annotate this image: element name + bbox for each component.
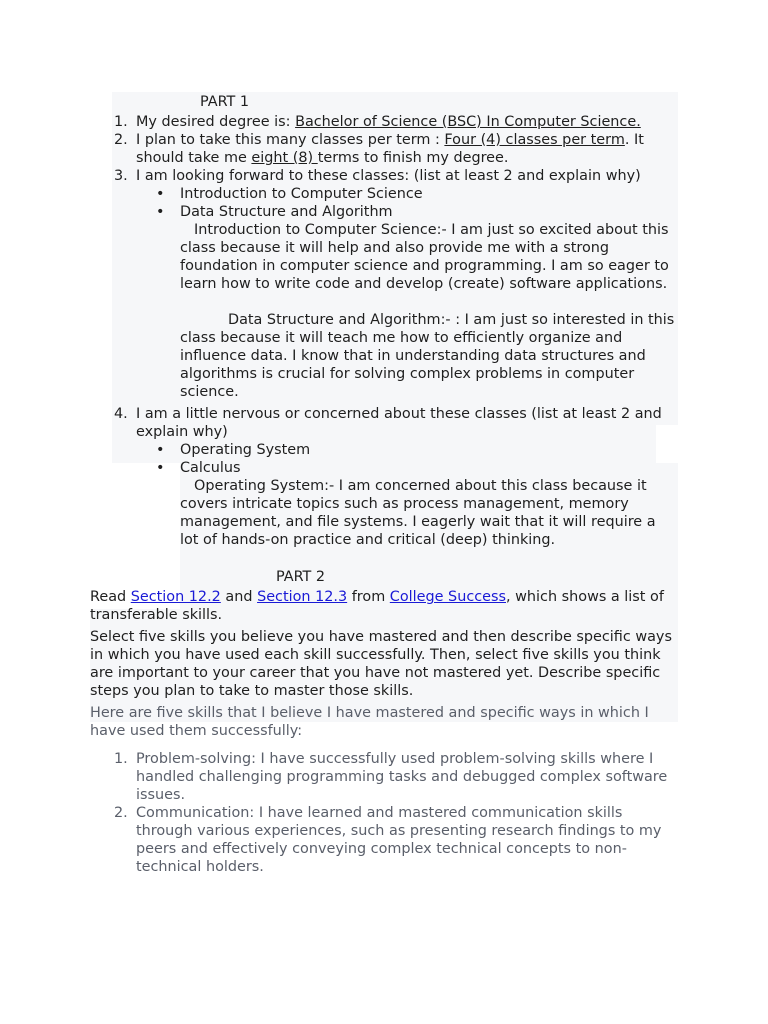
list-item-text: I am a little nervous or concerned about these classes (list at least 2 and explain why) [136, 406, 662, 440]
document-body [90, 92, 678, 876]
bullet-icon: • [156, 186, 165, 202]
list-item [90, 167, 678, 185]
list-item: 2. I plan to take this many classes per term : Four (4) classes per term. It should take me eight (8) terms to finish my degree. [114, 132, 644, 166]
skills-list [90, 750, 678, 876]
looking-forward-bullets [90, 185, 678, 221]
paragraph: Introduction to Computer Science:- I am just so excited about this class because it will help and also provide me with a strong foundation in computer science and programming. I am so eager to learn how to write code and develop (create) software applications. [180, 222, 669, 292]
degree-text-rest: of Science (BSC) In Computer Science. [358, 114, 641, 130]
list-number: 2. [114, 132, 128, 148]
bullet-icon: • [156, 204, 165, 220]
bullet-item: • Introduction to Computer Science [156, 186, 423, 202]
bullet-icon: • [156, 460, 165, 476]
list-number: 3. [114, 168, 128, 184]
paragraph: Operating System:- I am concerned about this class because it covers intricate topics such as process management, memory management, and file systems. I eagerly wait that it will require a lot of hands-on practice and critical (deep) thinking. [180, 478, 656, 548]
part1-list [90, 113, 678, 185]
list-item: 1. Problem-solving: I have successfully used problem-solving skills where I handled challenging programming tasks and debugged complex software issues. [114, 751, 668, 803]
spacer [90, 293, 678, 311]
list-item: 2. Communication: I have learned and mastered communication skills through various experiences, such as presenting research findings to my peers and effectively conveying complex technical concepts to non-technical holders. [114, 805, 662, 875]
bullet-icon: • [156, 442, 165, 458]
list-number: 4. [114, 406, 128, 422]
part2-heading: PART 2 [276, 569, 326, 585]
spacer [90, 549, 678, 567]
paragraph: Data Structure and Algorithm:- : I am just so interested in this class because it will teach me how to efficiently organize and influence data. I know that in understanding data structures and algorithms is crucial for solving complex problems in computer science. [180, 312, 675, 400]
terms-count: eight (8) [251, 150, 318, 166]
college-success-link[interactable]: College Success [389, 589, 506, 605]
reading-instructions: Read Section 12.2 and Section 12.3 from College Success, which shows a list of transferable skills. [90, 589, 664, 623]
concern-bullets [90, 441, 678, 477]
list-number: 1. [114, 751, 128, 767]
list-number: 2. [114, 805, 128, 821]
list-number: 1. [114, 114, 128, 130]
part1-heading: PART 1 [200, 94, 250, 110]
list-item-text: I am looking forward to these classes: (list at least 2 and explain why) [136, 168, 641, 184]
skills-instructions: Select five skills you believe you have mastered and then describe specific ways in which you have used each skill successfully. Then, select five skills you think are important to your career that you have not mastered yet. Describe specific steps you plan to take to master those skills. [90, 629, 672, 699]
list-item: 1. My desired degree is: Bachelor of Science (BSC) In Computer Science. [114, 114, 641, 130]
classes-per-term: Four (4) classes per term [444, 132, 625, 148]
bullet-item: • Data Structure and Algorithm [156, 204, 393, 220]
list-item [90, 405, 678, 441]
degree-text: Bachelor [295, 114, 359, 130]
bullet-item: • Calculus [156, 460, 241, 476]
bullet-item: • Operating System [156, 442, 311, 458]
part1-list-cont [90, 405, 678, 441]
section-12-3-link[interactable]: Section 12.3 [257, 589, 348, 605]
skills-intro: Here are five skills that I believe I have mastered and specific ways in which I have used them successfully: [90, 705, 649, 739]
section-12-2-link[interactable]: Section 12.2 [130, 589, 221, 605]
